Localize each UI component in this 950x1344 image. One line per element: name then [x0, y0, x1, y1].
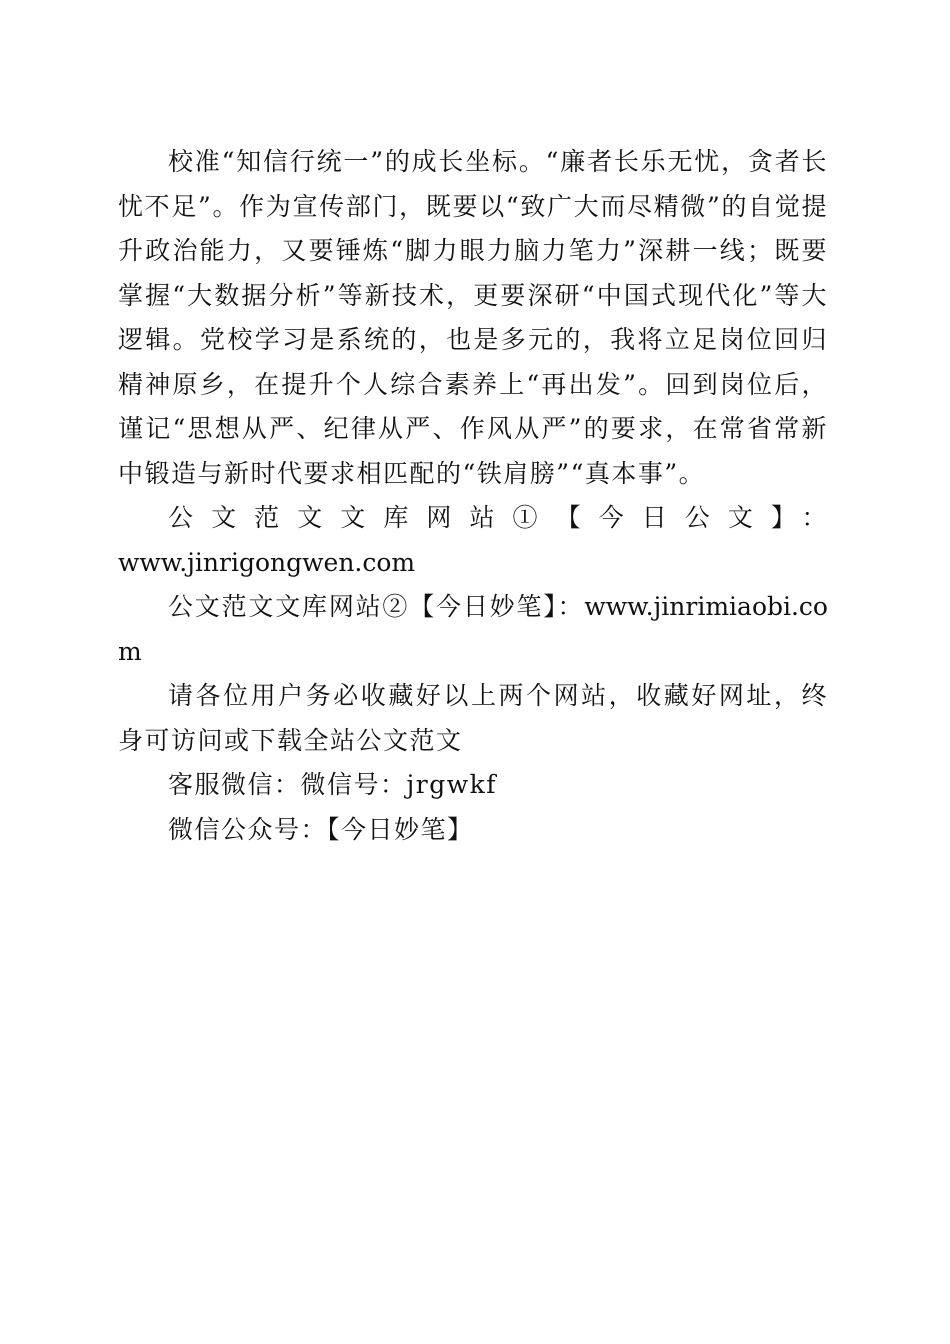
wechat-account-paragraph: 微信公众号：【今日妙笔】 — [168, 814, 474, 844]
notice-paragraph: 请各位用户务必收藏好以上两个网站，收藏好网址，终身可访问或下载全站公文范文 — [118, 681, 828, 755]
site1-label: 公文范文文库网站①【今日公文】： — [168, 503, 828, 532]
site1-url-paragraph — [118, 541, 828, 586]
body-paragraph: 校准“知信行统一”的成长坐标。“廉者长乐无忧，贪者长忧不足”。作为宣传部门，既要以“致广大而尽精微”的自觉提升政治能力，又要锤炼“脚力眼力脑力笔力”深耕一线；既要掌握“大数据分析”等新技术，更要深研“中国式现代化”等大逻辑。党校学习是系统的，也是多元的，我将立足岗位回归精神原乡，在提升个人综合素养上“再出发”。回到岗位后，谨记“思想从严、纪律从严、作风从严”的要求，在常省常新中锻造与新时代要求相匹配的“铁肩膀”“真本事”。 — [118, 147, 828, 488]
site1-url[interactable]: www.jinrigongwen.com — [118, 547, 416, 577]
site2-label: 公文范文文库网站②【今日妙笔】： — [168, 592, 585, 621]
document-body — [118, 140, 828, 852]
wechat-service-paragraph: 客服微信：微信号：jrgwkf — [168, 770, 498, 799]
site1-paragraph — [118, 496, 828, 541]
site2-paragraph — [118, 585, 828, 674]
site2-url[interactable]: www.jinrimiaobi.com — [118, 592, 828, 666]
